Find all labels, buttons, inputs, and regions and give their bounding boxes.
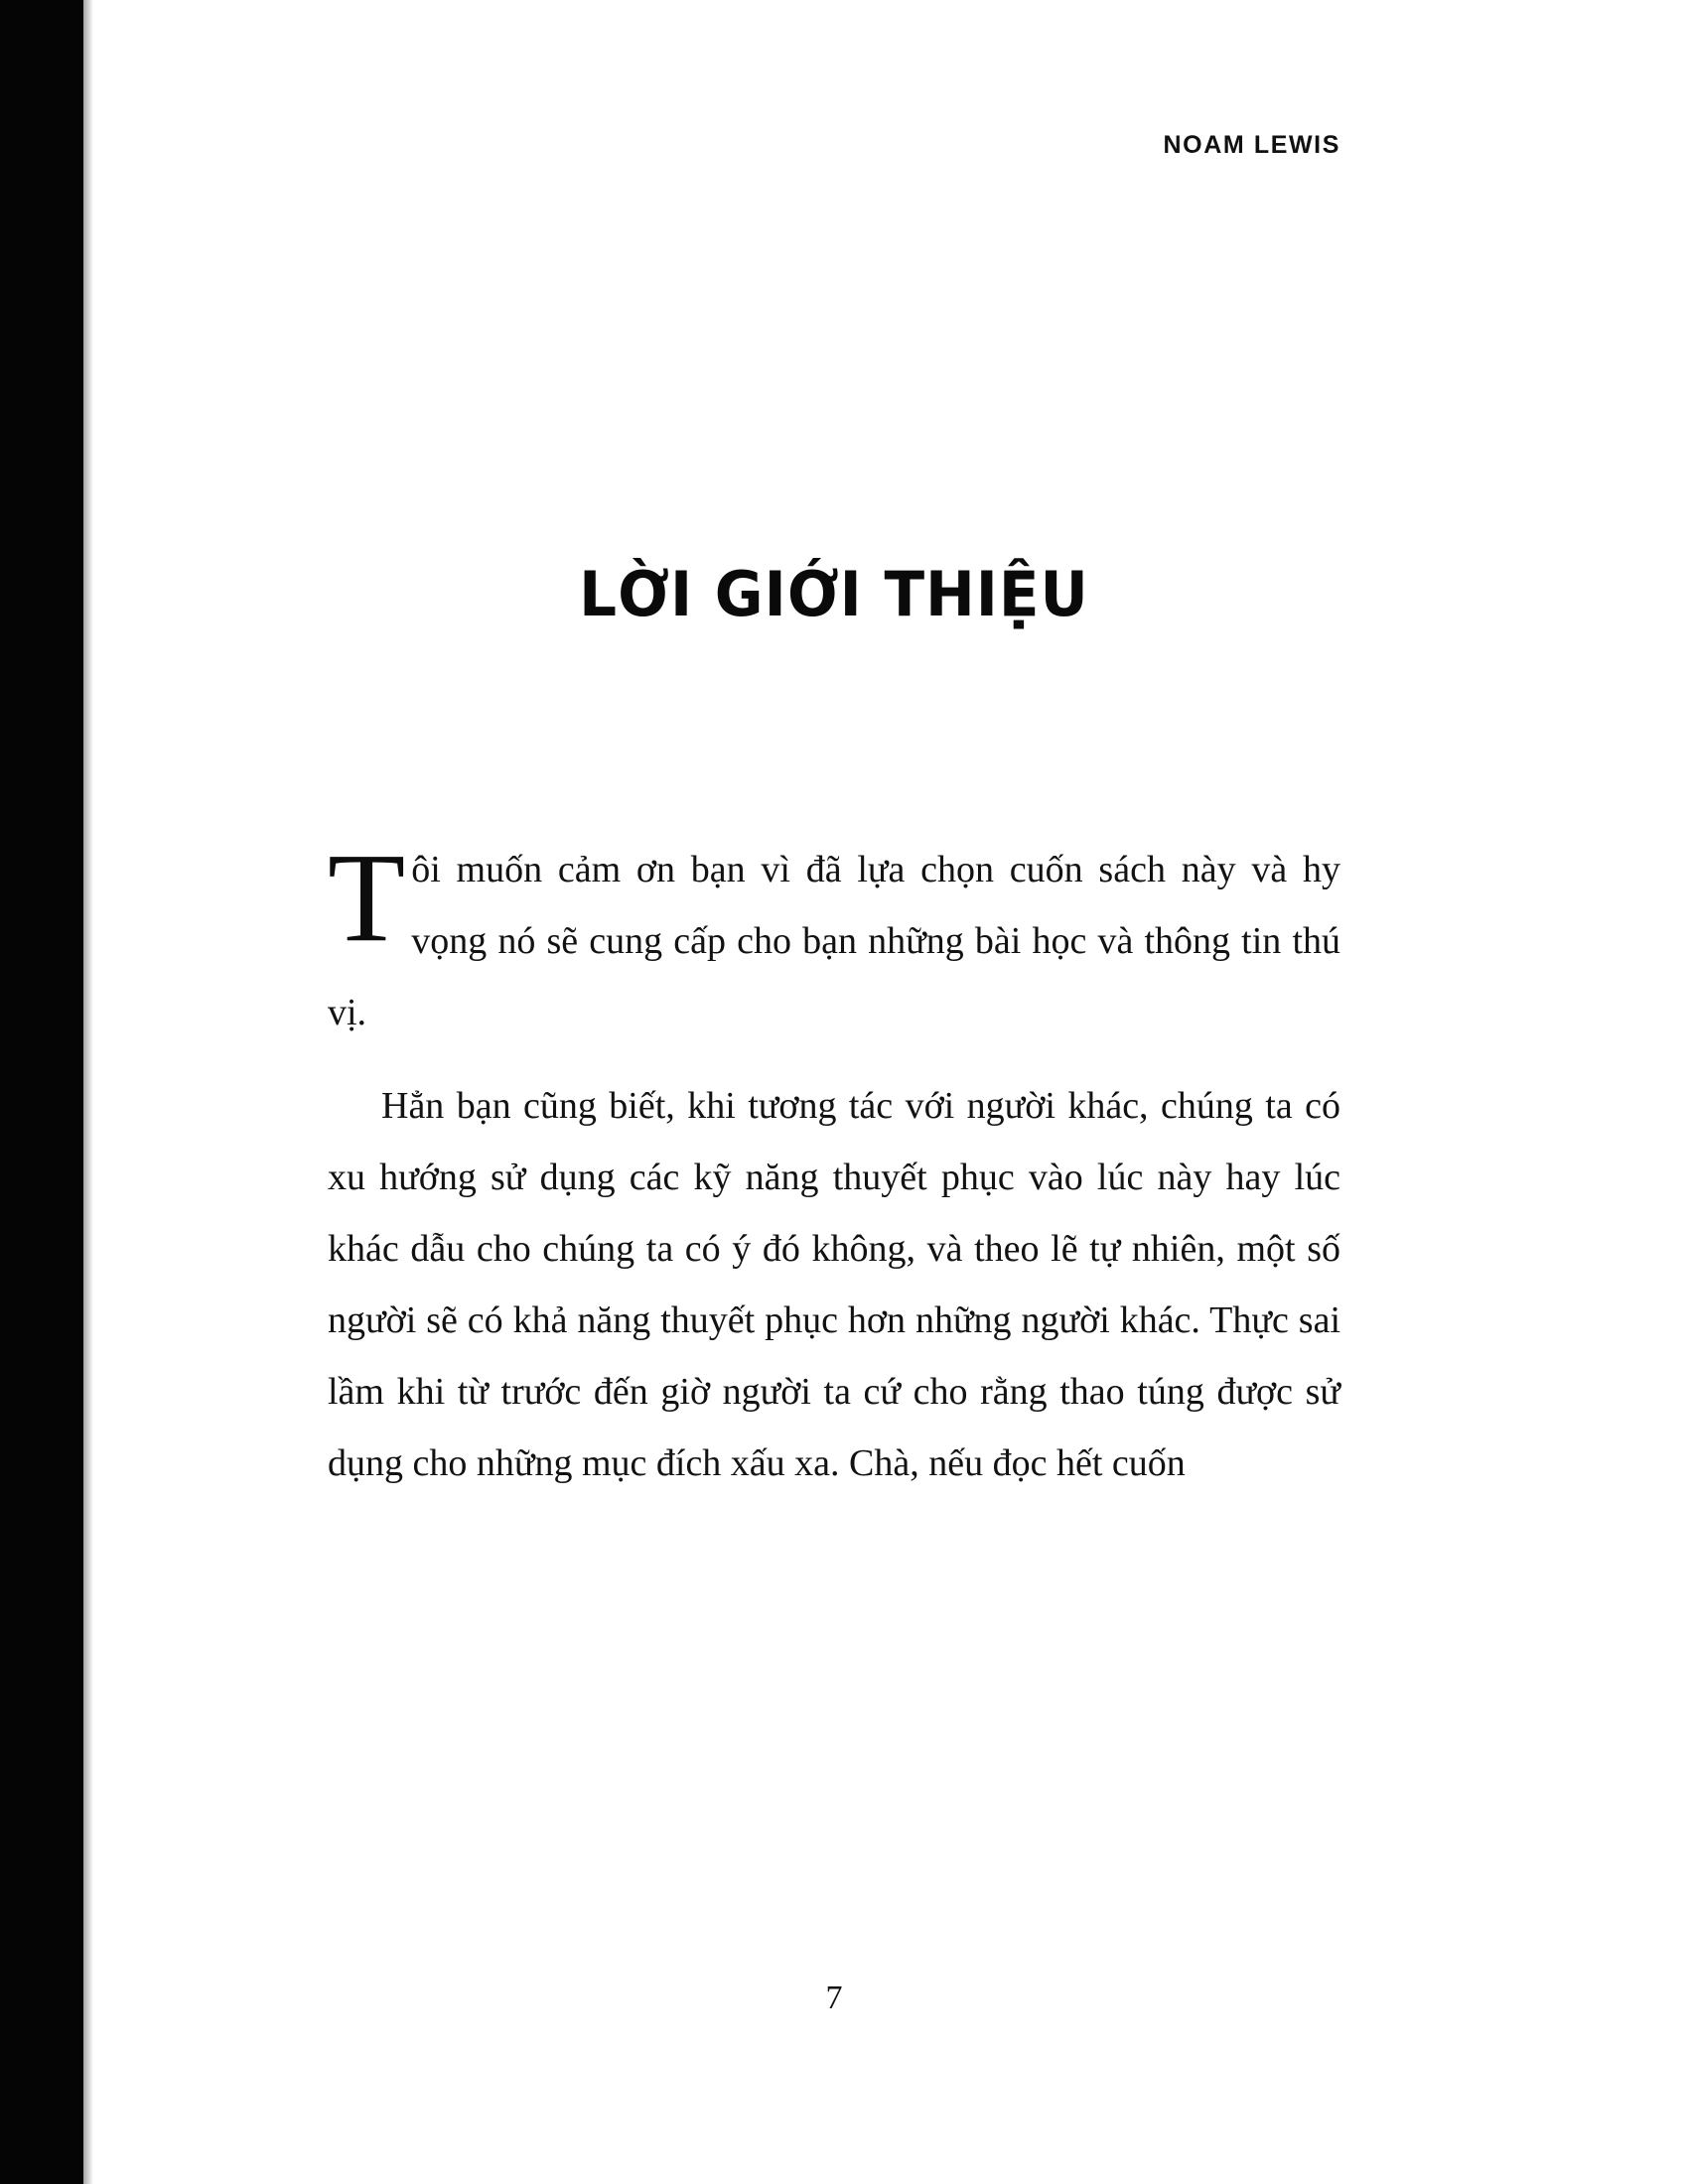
drop-cap: T (328, 827, 406, 968)
page-number: 7 (825, 1979, 843, 2016)
paragraph-1 (328, 827, 1340, 1048)
chapter-title: LỜI GIỚI THIỆU (579, 557, 1089, 630)
body-text (328, 827, 1340, 1521)
binding-shadow (83, 0, 93, 2184)
paragraph-1-text: ôi muốn cảm ơn bạn vì đã lựa chọn cuốn sách này và hy vọng nó sẽ cung cấp cho bạn những bài học và thông tin thú vị. (328, 849, 1340, 1033)
binding-edge (0, 0, 83, 2184)
page-content (328, 0, 1340, 2184)
paragraph-2: Hẳn bạn cũng biết, khi tương tác với người khác, chúng ta có xu hướng sử dụng các kỹ năng thuyết phục vào lúc này hay lúc khác dẫu cho chúng ta có ý đó không, và theo lẽ tự nhiên, một số người sẽ có khả năng thuyết phục hơn những người khác. Thực sai lầm khi từ trước đến giờ người ta cứ cho rằng thao túng được sử dụng cho những mục đích xấu xa. Chà, nếu đọc hết cuốn (328, 1085, 1340, 1484)
running-head-author: NOAM LEWIS (1163, 131, 1340, 159)
